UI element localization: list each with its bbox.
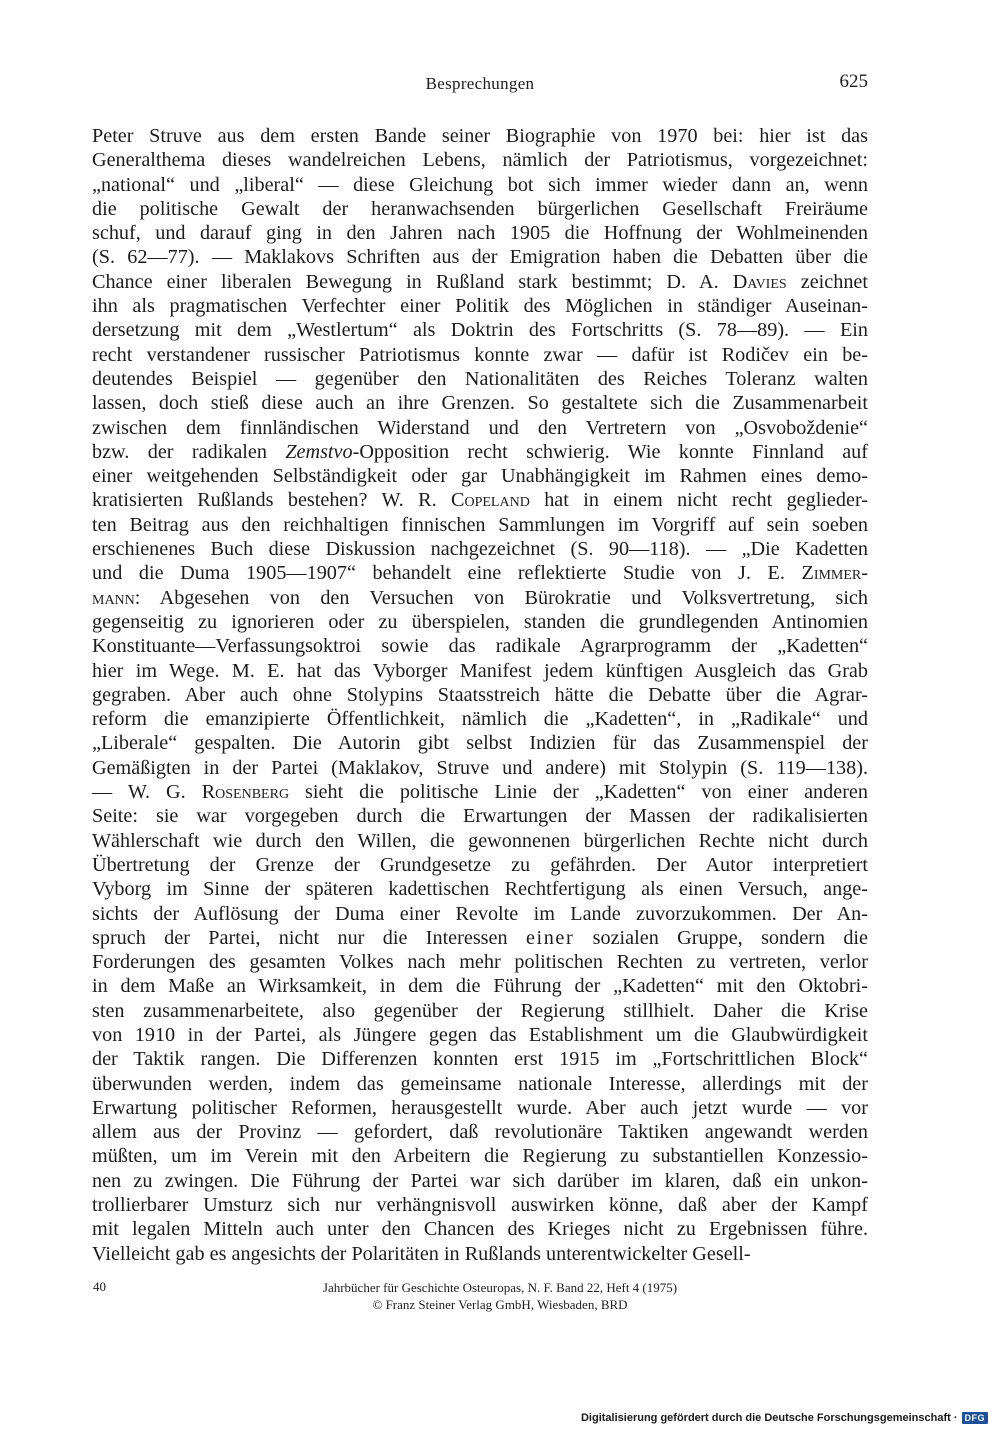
text-line: dersetzung mit dem „Westlertum“ als Doktrin des Fortschritts (S. 78—89). — Ein xyxy=(92,319,868,342)
text-line: Forderungen des gesamten Volkes nach mehr politischen Rechten zu vertreten, verlor xyxy=(92,951,868,974)
text-line: ten Beitrag aus den reichhaltigen finnischen Sammlungen im Vorgriff auf sein soeben xyxy=(92,513,868,536)
author-name-davies: Davies xyxy=(732,270,787,293)
emphasized-word: einer xyxy=(525,926,575,949)
text-line: überwunden werden, indem das gemeinsame nationale Interesse, allerdings mit der xyxy=(92,1072,868,1095)
text-line: „Liberale“ gespalten. Die Autorin gibt selbst Indizien für das Zusammenspiel der xyxy=(92,732,868,755)
author-name-copeland: Copeland xyxy=(451,489,530,512)
digitization-banner xyxy=(581,1412,988,1424)
text-line: Vyborg im Sinne der späteren kadettischen Rechtfertigung als einen Versuch, ange- xyxy=(92,878,868,901)
text-line: nen zu zwingen. Die Führung der Partei war sich darüber im klaren, daß ein unkon- xyxy=(92,1169,868,1192)
page-header xyxy=(92,71,868,102)
text-line: mit legalen Mitteln auch unter den Chancen des Krieges nicht zu Ergebnissen führe. xyxy=(92,1218,868,1241)
footer-citation xyxy=(240,1279,760,1313)
text-line: erschienenes Buch diese Diskussion nachgezeichnet (S. 90—118). — „Die Kadetten xyxy=(92,538,868,561)
text-line: allem aus der Provinz — gefordert, daß revolutionäre Taktiken angewandt werden xyxy=(92,1121,868,1144)
author-name-rosenberg: Rosenberg xyxy=(201,781,290,804)
text-line: in dem Maße an Wirksamkeit, in dem die Führung der „Kadetten“ mit den Oktobri- xyxy=(92,975,868,998)
text-line: mann: Abgesehen von den Versuchen von Bürokratie und Volksvertretung, sich xyxy=(92,586,868,609)
digitization-banner-text: Digitalisierung gefördert durch die Deutsche Forschungsgemeinschaft · xyxy=(580,1412,958,1424)
text-line: lassen, doch stieß diese auch an ihre Grenzen. So gestaltete sich die Zusammenarbeit xyxy=(92,392,868,415)
text-line: Wählerschaft wie durch den Willen, die gewonnenen bürgerlichen Rechte nicht durch xyxy=(92,829,868,852)
text-line: sichts der Auflösung der Duma einer Revolte im Lande zuvorzukommen. Der An- xyxy=(92,902,868,925)
text-line: hier im Wege. M. E. hat das Vyborger Manifest jedem künftigen Ausgleich das Grab xyxy=(92,659,868,682)
text-line: Gemäßigten in der Partei (Maklakov, Struve und andere) mit Stolypin (S. 119—138). xyxy=(92,756,868,779)
footer-sheet-number: 40 xyxy=(93,1279,106,1294)
text-line: schuf, und darauf ging in den Jahren nach 1905 die Hoffnung der Wohlmeinenden xyxy=(92,222,868,245)
text-line: Vielleicht gab es angesichts der Polaritäten in Rußlands unterentwickelter Gesell- xyxy=(92,1242,751,1265)
text-line: Seite: sie war vorgegeben durch die Erwartungen der Massen der radikalisierten xyxy=(92,805,868,828)
text-line: bzw. der radikalen Zemstvo-Opposition recht schwierig. Wie konnte Finnland auf xyxy=(92,440,869,463)
text-line: gegraben. Aber auch ohne Stolypins Staatsstreich hätte die Debatte über die Agrar- xyxy=(92,683,868,706)
footer-journal-line: Jahrbücher für Geschichte Osteuropas, N. F. Band 22, Heft 4 (1975) xyxy=(322,1280,678,1295)
text-line: Erwartung politischer Reformen, herausgestellt wurde. Aber auch jetzt wurde — vor xyxy=(92,1096,868,1119)
text-line: Peter Struve aus dem ersten Bande seiner Biographie von 1970 bei: hier ist das xyxy=(92,125,868,147)
page-number: 625 xyxy=(839,71,868,92)
text-line: Generalthema dieses wandelreichen Lebens, nämlich der Patriotismus, vorgezeichnet: xyxy=(92,149,868,172)
footer-publisher-line: © Franz Steiner Verlag GmbH, Wiesbaden, BRD xyxy=(372,1297,628,1312)
text-line: recht verstandener russischer Patriotismus konnte zwar — dafür ist Rodičev ein be- xyxy=(92,343,868,366)
review-body-text xyxy=(92,124,868,1266)
text-line: reform die emanzipierte Öffentlichkeit, nämlich die „Kadetten“, in „Radikale“ und xyxy=(92,708,868,731)
text-line: (S. 62—77). — Maklakovs Schriften aus der Emigration haben die Debatten über die xyxy=(92,246,868,269)
text-line: die politische Gewalt der heranwachsenden bürgerlichen Gesellschaft Freiräume xyxy=(92,197,868,220)
text-line: müßten, um im Verein mit den Arbeitern die Regierung zu substantiellen Konzessio- xyxy=(92,1145,868,1168)
text-line: kratisierten Rußlands bestehen? W. R. Copeland hat in einem nicht recht geglieder- xyxy=(92,489,868,512)
text-line: — W. G. Rosenberg sieht die politische Linie der „Kadetten“ von einer anderen xyxy=(92,781,868,804)
text-line: der Taktik rangen. Die Differenzen konnten erst 1915 im „Fortschrittlichen Block“ xyxy=(92,1048,868,1071)
text-line: ihn als pragmatischen Verfechter einer Politik des Möglichen in ständiger Auseinan- xyxy=(92,295,868,318)
author-name-zimmermann-cont: mann xyxy=(92,586,135,609)
text-line: spruch der Partei, nicht nur die Interessen einer sozialen Gruppe, sondern die xyxy=(92,926,868,949)
text-line: Konstituante—Verfassungsoktroi sowie das radikale Agrarprogramm der „Kadetten“ xyxy=(92,635,868,658)
running-title: Besprechungen xyxy=(425,74,535,93)
text-line: und die Duma 1905—1907“ behandelt eine reflektierte Studie von J. E. Zimmer- xyxy=(92,562,868,585)
italic-term-zemstvo: Zemstvo xyxy=(285,440,353,463)
text-line: zwischen dem finnländischen Widerstand und den Vertretern von „Osvoboždenie“ xyxy=(92,416,868,439)
text-line: gegenseitig zu ignorieren oder zu überspielen, standen die grundlegenden Antinomien xyxy=(92,610,868,633)
text-line: Übertretung der Grenze der Grundgesetze zu gefährden. Der Autor interpretiert xyxy=(92,853,868,876)
dfg-logo-icon: DFG xyxy=(962,1412,989,1424)
text-line: sten zusammenarbeitete, also gegenüber der Regierung stillhielt. Daher die Krise xyxy=(92,999,868,1022)
text-line: „national“ und „liberal“ — diese Gleichung bot sich immer wieder dann an, wenn xyxy=(92,173,868,196)
author-name-zimmermann: Zimmer- xyxy=(801,562,868,585)
text-line: Chance einer liberalen Bewegung in Rußland stark bestimmt; D. A. Davies zeichnet xyxy=(92,270,868,293)
text-line: von 1910 in der Partei, als Jüngere gegen das Establishment um die Glaubwürdigkeit xyxy=(92,1023,868,1046)
text-line: einer weitgehenden Selbständigkeit oder gar Unabhängigkeit im Rahmen eines demo- xyxy=(92,465,868,488)
text-line: trollierbarer Umsturz sich nur verhängnisvoll auswirken könne, daß aber der Kampf xyxy=(92,1194,868,1217)
text-line: deutendes Beispiel — gegenüber den Nationalitäten des Reiches Toleranz walten xyxy=(92,367,868,390)
